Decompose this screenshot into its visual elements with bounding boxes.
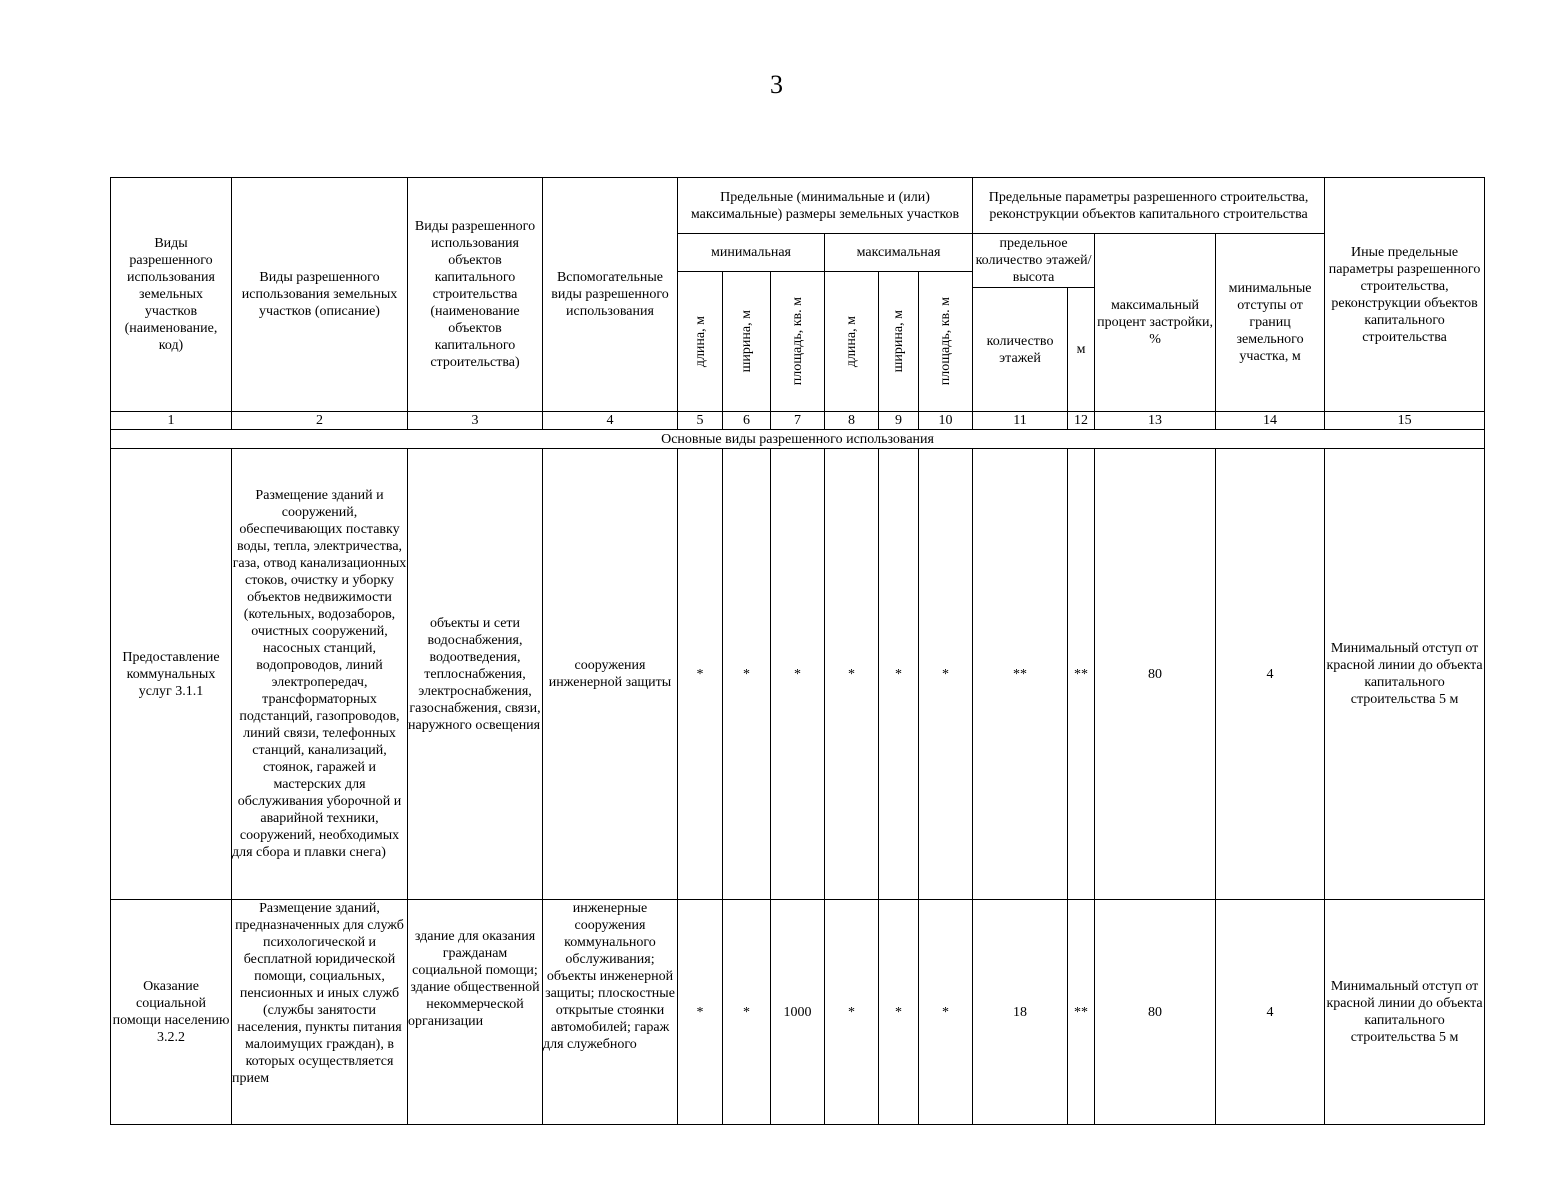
row-floors: 18 <box>973 900 1068 1125</box>
col-number: 9 <box>879 412 919 430</box>
header-floors: количество этажей <box>973 288 1068 412</box>
row-max-length: * <box>825 449 879 900</box>
land-use-table <box>110 177 1485 1125</box>
row-setback: 4 <box>1216 900 1325 1125</box>
row-capital-objects: объекты и сети водоснабжения, водоотведения, теплоснабжения, электроснабжения, газоснабжения, связи, наружного освещения <box>408 449 543 900</box>
row-min-area: * <box>771 449 825 900</box>
page-number: 3 <box>770 70 783 99</box>
header-col15: Иные предельные параметры разрешенного строительства, реконструкции объектов капитального строительства <box>1325 178 1485 412</box>
table-row <box>111 900 1485 1125</box>
header-col3: Виды разрешенного использования объектов капитального строительства (наименование объектов капитального строительства) <box>408 178 543 412</box>
header-min-width: ширина, м <box>739 310 754 373</box>
row-max-length: * <box>825 900 879 1125</box>
header-setback: минимальные отступы от границ земельного участка, м <box>1216 234 1325 412</box>
section-title: Основные виды разрешенного использования <box>111 430 1485 449</box>
row-max-area: * <box>919 449 973 900</box>
col-number: 3 <box>408 412 543 430</box>
col-number: 2 <box>232 412 408 430</box>
col-number: 7 <box>771 412 825 430</box>
header-max-width: ширина, м <box>891 310 906 373</box>
row-setback: 4 <box>1216 449 1325 900</box>
header-max: максимальная <box>825 234 973 272</box>
row-height: ** <box>1068 900 1095 1125</box>
row-description: Размещение зданий и сооружений, обеспечивающих поставку воды, тепла, электричества, газа, отвод канализационных стоков, очистку и уборку объектов недвижимости (котельных, водозаборов, очистных сооружений, насосных станций, водопроводов, линий электропередач, трансформаторных подстанций, газопроводов, линий связи, телефонных станций, канализаций, стоянок, гаражей и мастерских для обслуживания уборочной и аварийной техники, сооружений, необходимых для сбора и плавки снега) <box>232 449 408 900</box>
col-number: 10 <box>919 412 973 430</box>
row-description: Размещение зданий, предназначенных для служб психологической и бесплатной юридической помощи, социальных, пенсионных и иных служб (службы занятости населения, пункты питания малоимущих граждан), в которых осуществляется прием <box>232 901 404 1086</box>
row-min-length: * <box>678 449 723 900</box>
row-height: ** <box>1068 449 1095 900</box>
row-max-area: * <box>919 900 973 1125</box>
col-number: 1 <box>111 412 232 430</box>
header-build-params: Предельные параметры разрешенного строительства, реконструкции объектов капитального строительства <box>973 178 1325 234</box>
header-col2: Виды разрешенного использования земельных участков (описание) <box>232 178 408 412</box>
row-floors: ** <box>973 449 1068 900</box>
table-row <box>111 449 1485 900</box>
row-max-width: * <box>879 900 919 1125</box>
row-name: Оказание социальной помощи населению 3.2.2 <box>111 900 232 1125</box>
header-min-area: площадь, кв. м <box>790 297 805 386</box>
row-min-width: * <box>723 449 771 900</box>
header-min: минимальная <box>678 234 825 272</box>
header-col1: Виды разрешенного использования земельных участков (наименование, код) <box>111 178 232 412</box>
col-number: 12 <box>1068 412 1095 430</box>
row-min-width: * <box>723 900 771 1125</box>
row-other: Минимальный отступ от красной линии до объекта капитального строительства 5 м <box>1325 449 1485 900</box>
row-name: Предоставление коммунальных услуг 3.1.1 <box>111 449 232 900</box>
header-m: м <box>1068 288 1095 412</box>
row-max-width: * <box>879 449 919 900</box>
col-number: 8 <box>825 412 879 430</box>
row-auxiliary: сооружения инженерной защиты <box>543 449 678 900</box>
header-land-sizes: Предельные (минимальные и (или) максимальные) размеры земельных участков <box>678 178 973 234</box>
col-number: 5 <box>678 412 723 430</box>
header-max-percent: максимальный процент застройки, % <box>1095 234 1216 412</box>
col-number: 11 <box>973 412 1068 430</box>
header-floors-height: предельное количество этажей/высота <box>973 234 1095 288</box>
row-min-area: 1000 <box>771 900 825 1125</box>
header-col4: Вспомогательные виды разрешенного использования <box>543 178 678 412</box>
row-auxiliary: инженерные сооружения коммунального обслуживания; объекты инженерной защиты; плоскостные открытые стоянки автомобилей; гараж для служебного <box>543 901 675 1052</box>
col-number: 14 <box>1216 412 1325 430</box>
row-percent: 80 <box>1095 449 1216 900</box>
header-min-length: длина, м <box>692 315 708 368</box>
row-other: Минимальный отступ от красной линии до объекта капитального строительства 5 м <box>1325 900 1485 1125</box>
col-number: 6 <box>723 412 771 430</box>
row-min-length: * <box>678 900 723 1125</box>
col-number: 13 <box>1095 412 1216 430</box>
header-max-length: длина, м <box>844 315 859 368</box>
header-max-area: площадь, кв. м <box>938 297 954 386</box>
row-percent: 80 <box>1095 900 1216 1125</box>
col-number: 15 <box>1325 412 1485 430</box>
col-number: 4 <box>543 412 678 430</box>
row-capital-objects: здание для оказания гражданам социальной помощи; здание общественной некоммерческой организации <box>408 900 543 1125</box>
column-numbers-row <box>111 412 1485 430</box>
